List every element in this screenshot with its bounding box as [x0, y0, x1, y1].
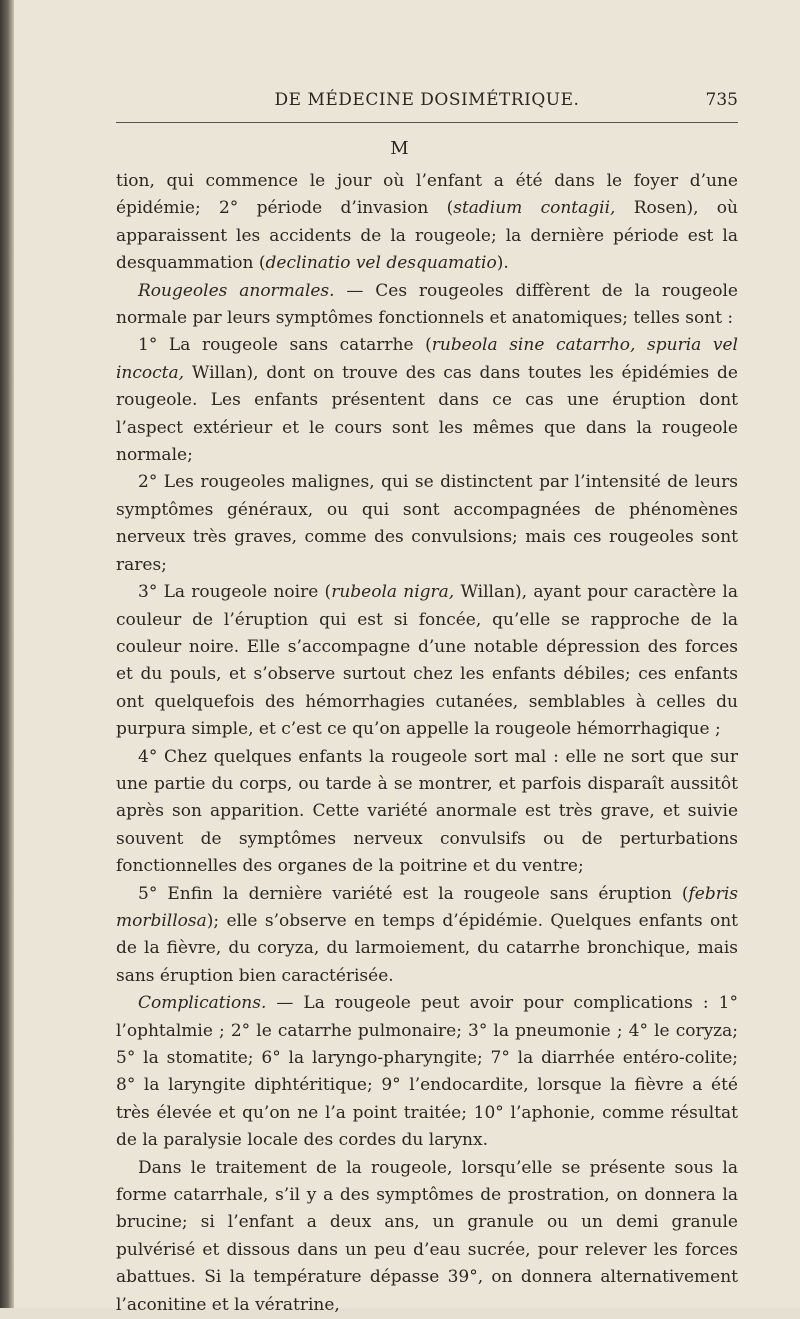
- text-run: 2° Les rougeoles malignes, qui se distinctent par l’intensité de leurs symptômes généraux, ou qui sont accompagnées de phénomènes nerveux très graves, comme des convulsions; mais ces rougeoles sont rares;: [116, 472, 738, 575]
- page-number: 735: [705, 90, 738, 110]
- italic-text: Complications.: [138, 993, 267, 1014]
- paragraph: [116, 1155, 738, 1319]
- paragraph: [116, 881, 738, 991]
- italic-text: Rougeoles anormales.: [138, 280, 335, 301]
- section-letter: M: [390, 138, 410, 159]
- text-run: Dans le traitement de la rougeole, lorsqu’elle se présente sous la forme catarrhale, s’il y a des symptômes de prostration, on donnera la brucine; si l’enfant a deux ans, un granule ou un demi granule pulvérisé et dissous dans un peu d’eau sucrée, pour relever les forces abattues. Si la température dépasse 39°, on donnera alternativement l’aconitine et la vératrine,: [116, 1157, 738, 1315]
- text-run: Rosen), où apparaissent les accidents de la rougeole; la dernière période est la desquammation (: [116, 198, 738, 274]
- book-binding-edge: [0, 0, 14, 1308]
- text-run: ).: [496, 253, 509, 274]
- text-run: Willan), ayant pour caractère la couleur de l’éruption qui est si foncée, qu’elle se rapproche de la couleur noire. Elle s’accompagne d’une notable dépression des forces et du pouls, et s’observe surtout chez les enfants débiles; ces enfants ont quelquefois des hémorrhagies cutanées, semblables à celles du purpura simple, et c’est ce qu’on appelle la rougeole hémorrhagique ;: [116, 582, 739, 740]
- text-run: tion, qui commence le jour où l’enfant a été dans le foyer d’une épidémie; 2° période d’invasion (: [116, 171, 738, 219]
- paragraph: [116, 990, 738, 1154]
- paragraph: [116, 168, 738, 278]
- text-run: 3° La rougeole noire (: [138, 582, 332, 603]
- text-run: 1° La rougeole sans catarrhe (: [138, 335, 432, 356]
- text-run: 4° Chez quelques enfants la rougeole sort mal : elle ne sort que sur une partie du corps, ou tarde à se montrer, et parfois disparaît aussitôt après son apparition. Cette variété anormale est très grave, et suivie souvent de symptômes nerveux convulsifs ou de perturbations fonctionnelles des organes de la poitrine et du ventre;: [116, 746, 738, 877]
- text-run: ); elle s’observe en temps d’épidémie. Quelques enfants ont de la fièvre, du coryza, du larmoiement, du catarrhe bronchique, mais sans éruption bien caractérisée.: [116, 910, 738, 986]
- italic-text: declinatio vel desquamatio: [265, 253, 497, 274]
- italic-text: febris morbillosa: [116, 883, 738, 931]
- text-run: Willan), dont on trouve des cas dans toutes les épidémies de rougeole. Les enfants présentent dans ce cas une éruption dont l’aspect extérieur et le cours sont les mêmes que dans la rougeole normale;: [116, 362, 738, 466]
- running-header: [116, 88, 738, 118]
- paragraph: [116, 744, 738, 881]
- paragraph: [116, 579, 738, 743]
- italic-text: rubeola nigra,: [331, 582, 455, 603]
- running-title: DE MÉDECINE DOSIMÉTRIQUE.: [274, 90, 580, 110]
- italic-text: stadium contagii,: [453, 198, 616, 219]
- text-run: 5° Enfin la dernière variété est la rougeole sans éruption (: [138, 883, 689, 904]
- header-rule: [116, 122, 738, 123]
- italic-text: rubeola sine catarrho, spuria vel incocta,: [116, 335, 738, 383]
- paragraph: [116, 332, 738, 469]
- text-run: — La rougeole peut avoir pour complications : 1° l’ophtalmie ; 2° le catarrhe pulmonaire; 3° la pneumonie ; 4° le coryza; 5° la stomatite; 6° la laryngo-pharyngite; 7° la diarrhée entéro-colite; 8° la laryngite diphtéritique; 9° l’endocardite, lorsque la fièvre a été très élevée et qu’on ne l’a point traitée; 10° l’aphonie, comme résultat de la paralysie locale des cordes du larynx.: [116, 993, 738, 1151]
- paragraph: [116, 469, 738, 579]
- paragraph: [116, 278, 738, 333]
- text-run: — Ces rougeoles diffèrent de la rougeole normale par leurs symptômes fonctionnels et anatomiques; telles sont :: [116, 280, 738, 329]
- body-text: [116, 168, 738, 1319]
